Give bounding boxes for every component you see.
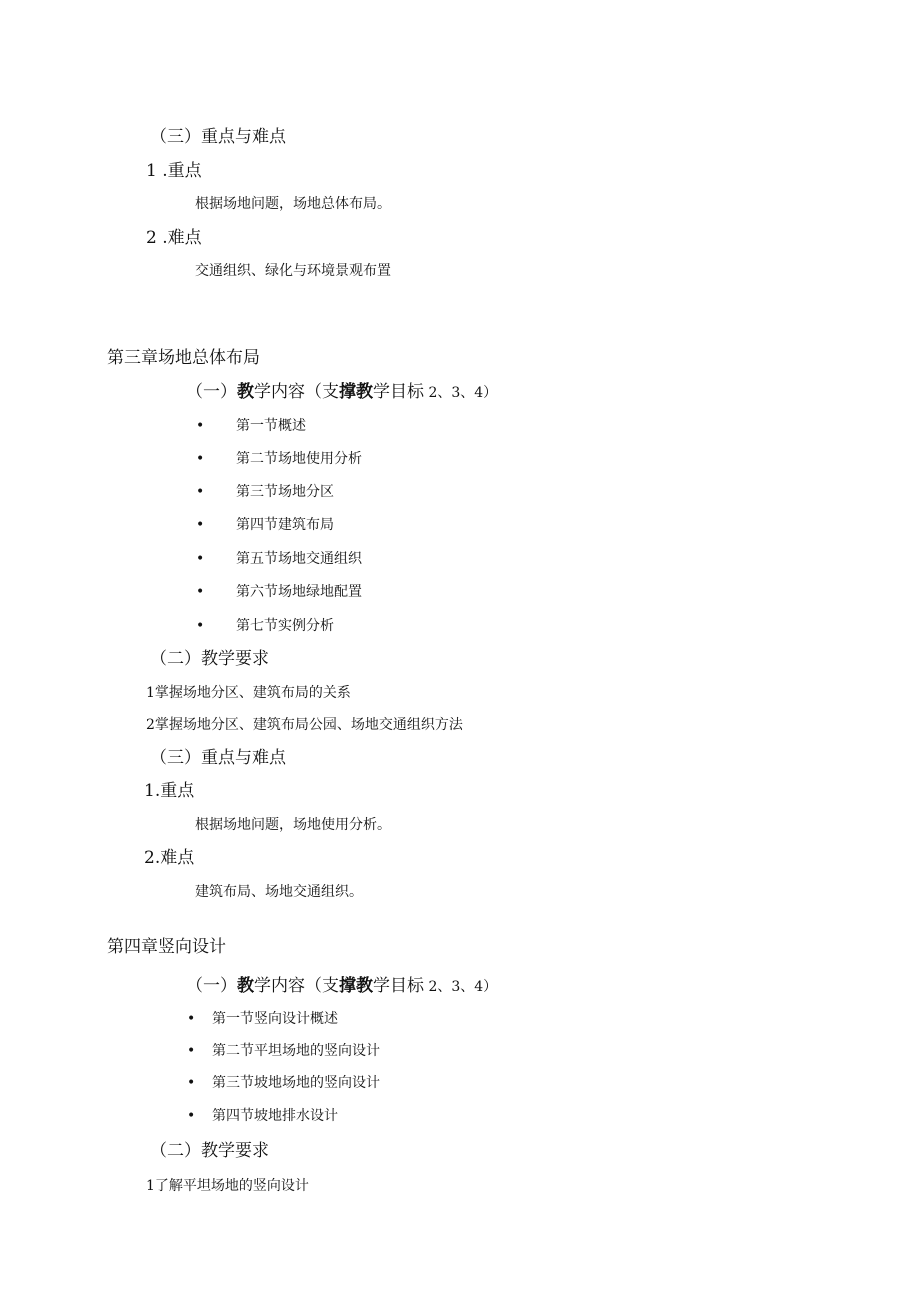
paragraph-key-point: 根据场地问题，场地总体布局。 [195, 196, 391, 212]
list-item: 第二节平坦场地的竖向设计 [212, 1043, 380, 1059]
paragraph-key-point: 根据场地问题，场地使用分析。 [195, 817, 391, 833]
list-item: 第三节坡地场地的竖向设计 [212, 1075, 380, 1091]
section-heading-teaching-requirements: （二）教学要求 [150, 649, 269, 669]
bullet: • [196, 517, 205, 533]
list-item: 第四节建筑布局 [236, 517, 334, 533]
bullet: • [196, 584, 205, 600]
paragraph-difficulty: 交通组织、绿化与环境景观布置 [195, 263, 391, 279]
subheading-key-point: 1.重点 [144, 781, 195, 801]
paragraph-difficulty: 建筑布局、场地交通组织。 [195, 884, 363, 900]
list-item: 第四节坡地排水设计 [212, 1108, 338, 1124]
bullet: • [196, 451, 205, 467]
requirement-item: 2掌握场地分区、建筑布局公园、场地交通组织方法 [146, 717, 463, 733]
section-heading-key-points: （三）重点与难点 [150, 127, 286, 147]
bullet: • [196, 484, 205, 500]
section-heading-teaching-content: （一）教学内容（支撑教学目标 2、3、4） [186, 382, 498, 402]
chapter-title: 第四章竖向设计 [107, 937, 226, 957]
chapter-title: 第三章场地总体布局 [107, 348, 260, 368]
list-item: 第一节概述 [236, 418, 306, 434]
bullet: • [196, 418, 205, 434]
bullet: • [187, 1043, 196, 1059]
subheading-difficulty: 2.难点 [144, 848, 195, 868]
subheading-key-point: 1 .重点 [146, 161, 202, 181]
list-item: 第二节场地使用分析 [236, 451, 362, 467]
list-item: 第五节场地交通组织 [236, 551, 362, 567]
list-item: 第六节场地绿地配置 [236, 584, 362, 600]
bullet: • [196, 618, 205, 634]
section-heading-key-points: （三）重点与难点 [150, 748, 286, 768]
bullet: • [187, 1108, 196, 1124]
subheading-difficulty: 2 .难点 [146, 228, 202, 248]
list-item: 第三节场地分区 [236, 484, 334, 500]
list-item: 第七节实例分析 [236, 618, 334, 634]
bullet: • [187, 1075, 196, 1091]
list-item: 第一节竖向设计概述 [212, 1011, 338, 1027]
section-heading-teaching-content: （一）教学内容（支撑教学目标 2、3、4） [186, 976, 498, 996]
bullet: • [187, 1011, 196, 1027]
bullet: • [196, 551, 205, 567]
requirement-item: 1掌握场地分区、建筑布局的关系 [146, 685, 351, 701]
requirement-item: 1了解平坦场地的竖向设计 [146, 1178, 309, 1194]
section-heading-teaching-requirements: （二）教学要求 [150, 1141, 269, 1161]
